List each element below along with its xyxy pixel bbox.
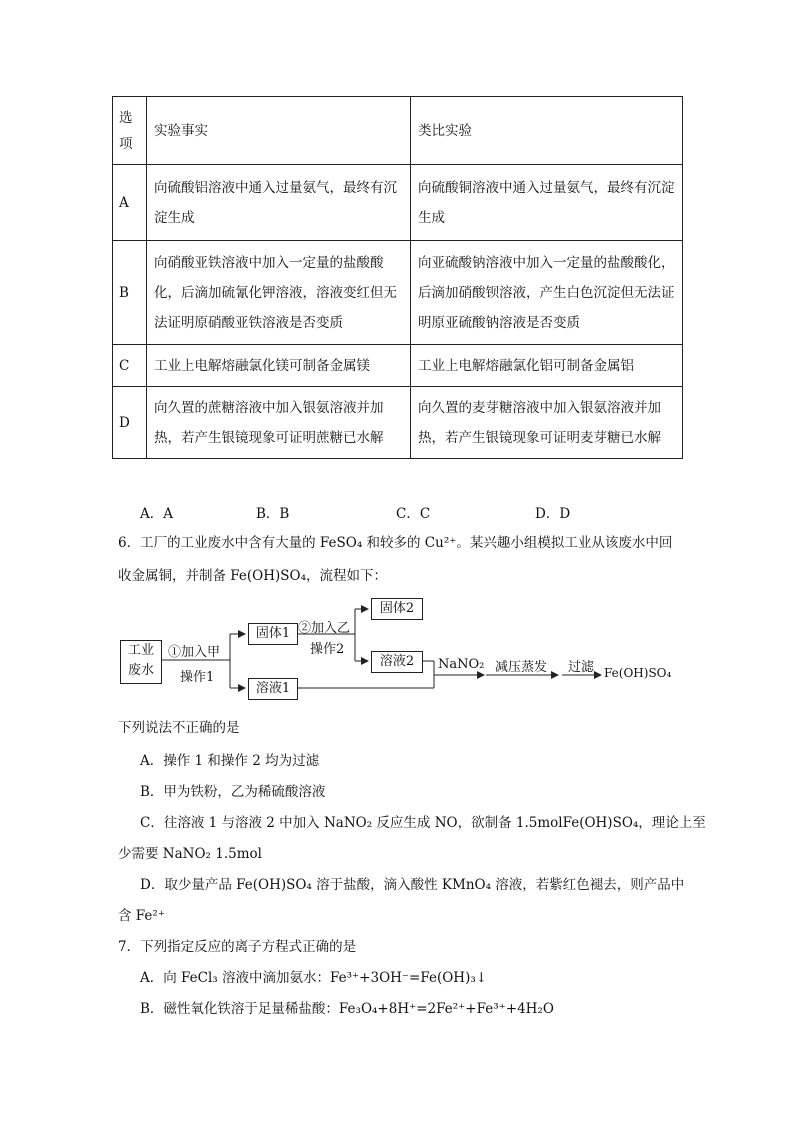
row-fact: 向久置的蔗糖溶液中加入银氨溶液并加热，若产生银镜现象可证明蔗糖已水解 [147,387,411,459]
row-fact: 向硫酸铝溶液中通入过量氨气，最终有沉淀生成 [147,165,411,241]
header-fact: 实验事实 [147,97,411,165]
row-analog: 工业上电解熔融氯化铝可制备金属铝 [411,345,683,387]
node-solid1: 固体1 [248,623,298,645]
q7-option-a: A．向 FeCl₃ 溶液中滴加氨水：Fe³⁺+3OH⁻=Fe(OH)₃↓ [140,970,488,986]
row-option: C [113,345,147,387]
q5-option-b: B．B [256,506,290,522]
row-analog: 向硫酸铜溶液中通入过量氨气，最终有沉淀生成 [411,165,683,241]
node-wastewater-label: 工业废水 [127,643,154,678]
q5-option-a: A．A [140,506,173,522]
q6-option-d-line1: D．取少量产品 Fe(OH)SO₄ 溶于盐酸，滴入酸性 KMnO₄ 溶液，若紫红色褪去，则产品中 [140,877,685,893]
step-filter: 过滤 [568,660,595,675]
reagent-nano2: NaNO₂ [438,657,485,672]
header-option: 选项 [113,97,147,165]
node-solution2: 溶液2 [371,651,423,673]
row-option: D [113,387,147,459]
q6-stem-line2: 收金属铜，并制备 Fe(OH)SO₄，流程如下： [118,568,388,584]
step2-reagent: ②加入乙 [298,621,351,636]
q6-option-b: B．甲为铁粉，乙为稀硫酸溶液 [140,784,326,800]
q5-option-c: C．C [396,506,431,522]
q6-question: 下列说法不正确的是 [118,720,240,736]
product-label: Fe(OH)SO₄ [604,666,672,680]
q6-option-c-line2: 少需要 NaNO₂ 1.5mol [118,846,262,862]
row-analog: 向久置的麦芽糖溶液中加入银氨溶液并加热，若产生银镜现象可证明麦芽糖已水解 [411,387,683,459]
q6-stem-line1: 6．工厂的工业废水中含有大量的 FeSO₄ 和较多的 Cu²⁺。某兴趣小组模拟工业从该废水中回 [118,535,673,551]
q5-option-d: D．D [535,506,571,522]
step2-operation: 操作2 [310,642,345,657]
q6-option-a: A．操作 1 和操作 2 均为过滤 [140,753,320,769]
q7-option-b: B．磁性氧化铁溶于足量稀盐酸：Fe₃O₄+8H⁺=2Fe²⁺+Fe³⁺+4H₂O [140,1001,554,1017]
header-analog: 类比实验 [411,97,683,165]
q6-option-d-line2: 含 Fe²⁺ [118,908,165,924]
q6-option-c-line1: C．往溶液 1 与溶液 2 中加入 NaNO₂ 反应生成 NO，欲制备 1.5molFe(OH)SO₄，理论上至 [140,815,706,831]
row-analog: 向亚硫酸钠溶液中加入一定量的盐酸酸化，后滴加硝酸钡溶液，产生白色沉淀但无法证明原亚硫酸钠溶液是否变质 [411,241,683,345]
row-fact: 工业上电解熔融氯化镁可制备金属镁 [147,345,411,387]
row-option: B [113,241,147,345]
step-evaporate: 减压蒸发 [495,660,548,675]
step1-operation: 操作1 [180,670,215,685]
node-solid2: 固体2 [371,598,423,620]
step1-reagent: ①加入甲 [168,645,221,660]
node-solution1: 溶液1 [248,678,298,700]
node-wastewater [120,640,162,684]
q7-stem: 7．下列指定反应的离子方程式正确的是 [118,939,357,955]
row-option: A [113,165,147,241]
row-fact: 向硝酸亚铁溶液中加入一定量的盐酸酸化，后滴加硫氰化钾溶液，溶液变红但无法证明原硝酸亚铁溶液是否变质 [147,241,411,345]
